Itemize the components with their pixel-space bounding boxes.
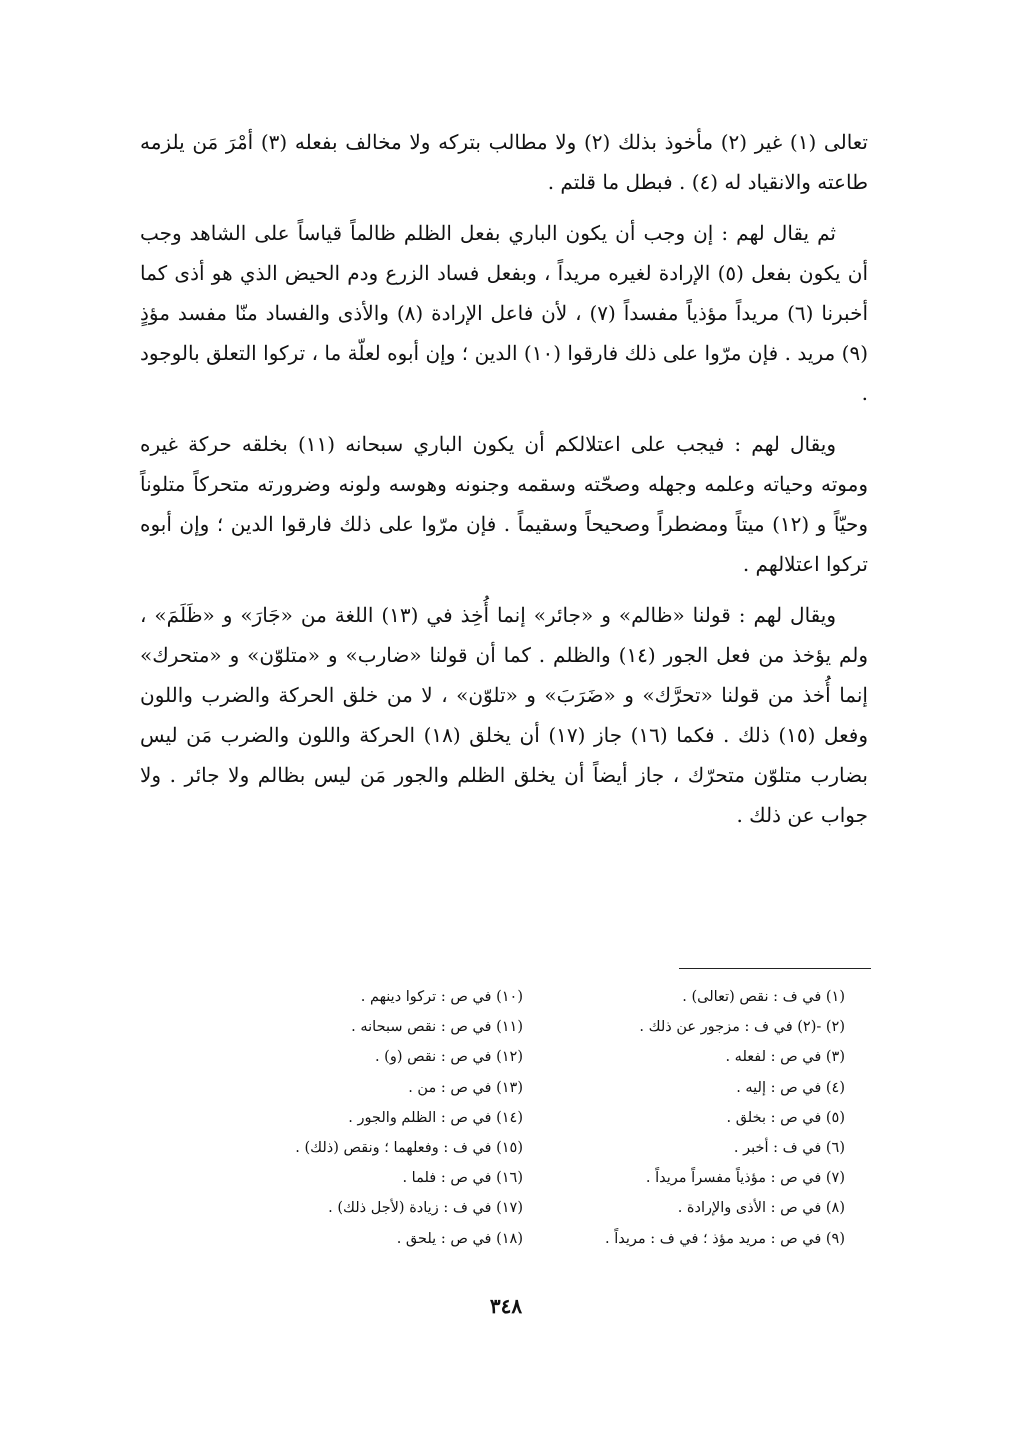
footnote-12: (١٢) في ص : نقص (و) . — [374, 1049, 523, 1066]
footnote-5: (٥) في ص : بخلق . — [726, 1109, 845, 1126]
footnote-17: (١٧) في ف : زيادة (لأجل ذلك) . — [328, 1200, 523, 1217]
footnote-18: (١٨) في ص : يلحق . — [396, 1230, 523, 1247]
footnote-15: (١٥) في ف : وفعلهما ؛ ونقص (ذلك) . — [295, 1140, 523, 1157]
footnote-8: (٨) في ص : الأذى والإرادة . — [677, 1200, 845, 1217]
footnote-16: (١٦) في ص : فلما . — [402, 1170, 523, 1187]
paragraph-3: ويقال لهم : فيجب على اعتلالكم أن يكون الباري سبحانه (١١) بخلقه حركة غيره وموته وحياته وعلمه وجهله وصحّته وسقمه وجنونه وهوسه ولونه وضرورته متحركاً متلوناً وحيّاً و (١٢) ميتاً ومضطراً وصحيحاً وسقيماً . فإن مرّوا على ذلك فارقوا الدين ؛ وإن أبوه تركوا اعتلالهم . — [140, 432, 868, 576]
footnote-divider — [679, 968, 871, 969]
page-number: ٣٤٨ — [489, 1294, 523, 1318]
footnote-14: (١٤) في ص : الظلم والجور . — [348, 1109, 523, 1126]
footnote-7: (٧) في ص : مؤذياً مفسراً مريداً . — [645, 1170, 845, 1187]
paragraph-1: تعالى (١) غير (٢) مأخوذ بذلك (٢) ولا مطالب بتركه ولا مخالف بفعله (٣) أمْرَ مَن يلزمه طاعته والانقياد له (٤) . فبطل ما قلتم . — [140, 130, 868, 194]
footnote-3: (٣) في ص : لفعله . — [725, 1049, 845, 1066]
footnote-13: (١٣) في ص : من . — [408, 1079, 523, 1096]
footnotes-right-column — [545, 982, 845, 1254]
footnote-6: (٦) في ف : أخبر . — [733, 1140, 845, 1157]
footnote-1: (١) في ف : نقص (تعالى) . — [682, 989, 845, 1005]
paragraph-4: ويقال لهم : قولنا «ظالم» و «جائر» إنما أُخِذ في (١٣) اللغة من «جَارَ» و «ظَلَمَ» ، ولم يؤخذ من فعل الجور (١٤) والظلم . كما أن قولنا «ضارب» و «متلوّن» و «متحرك» إنما أُخذ من قولنا «تحرَّك» و «ضَرَبَ» و «تلوّن» ، لا من خلق الحركة والضرب واللون وفعل (١٥) ذلك . فكما (١٦) جاز (١٧) أن يخلق (١٨) الحركة واللون والضرب مَن ليس بضارب متلوّن متحرّك ، جاز أيضاً أن يخلق الظلم والجور مَن ليس بظالم ولا جائر . ولا جواب عن ذلك . — [140, 603, 869, 827]
paragraph-2: ثم يقال لهم : إن وجب أن يكون الباري بفعل الظلم ظالماً قياساً على الشاهد وجب أن يكون بفعل (٥) الإرادة لغيره مريداً ، وبفعل فساد الزرع ودم الحيض الذي هو أذى كما أخبرنا (٦) مريداً مؤذياً مفسداً (٧) ، لأن فاعل الإرادة (٨) والأذى والفساد منّا مفسد مؤذٍ (٩) مريد . فإن مرّوا على ذلك فارقوا (١٠) الدين ؛ وإن أبوه لعلّة ما ، تركوا التعلق بالوجود . — [140, 221, 869, 405]
footnote-10: (١٠) في ص : تركوا دينهم . — [360, 989, 523, 1005]
main-text — [140, 122, 868, 846]
footnote-4: (٤) في ص : إليه . — [736, 1079, 845, 1096]
footnote-2: (٢) -(٢) في ف : مزجور عن ذلك . — [639, 1019, 845, 1036]
footnote-11: (١١) في ص : نقص سبحانه . — [351, 1019, 523, 1036]
footnotes-left-column — [223, 982, 523, 1254]
footnote-9: (٩) في ص : مريد مؤذ ؛ في ف : مريداً . — [605, 1230, 845, 1247]
